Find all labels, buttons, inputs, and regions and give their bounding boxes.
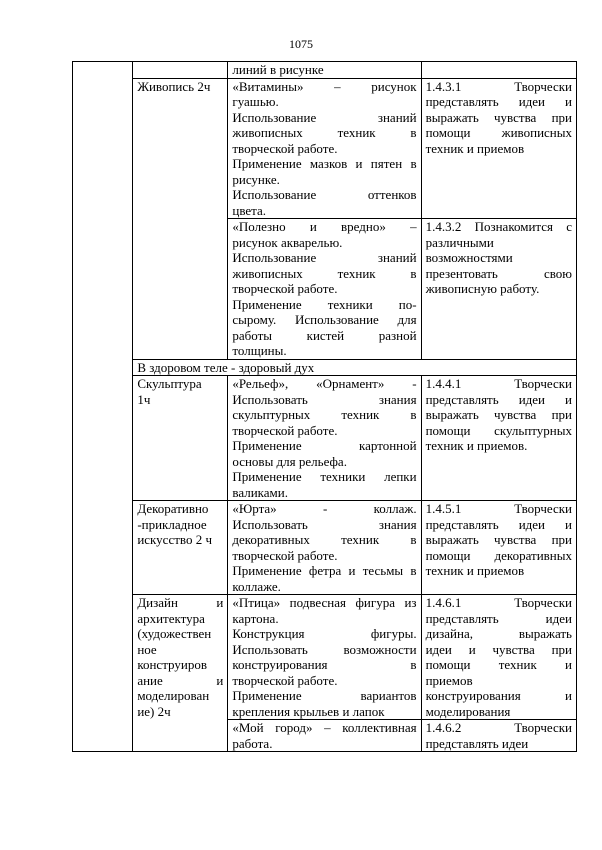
text-line: рисунок акварелью. bbox=[232, 234, 343, 250]
text-line: Применение вариантов bbox=[232, 688, 417, 703]
text-line: работа. bbox=[232, 735, 273, 751]
text-line: идеи и чувства при bbox=[425, 641, 572, 657]
text-line: 1.4.5.1 Творчески bbox=[425, 501, 572, 516]
paragraph bbox=[232, 688, 416, 719]
text-line: живописных техник в bbox=[232, 265, 417, 281]
text-line: Использовать знания bbox=[232, 516, 417, 532]
text-line: конструирования в bbox=[232, 657, 417, 672]
table-row bbox=[73, 501, 577, 595]
text-line: 1.4.6.1 Творчески bbox=[425, 595, 572, 610]
text-line: «Юрта» - коллаж. bbox=[232, 501, 417, 516]
text-line: помощи скульптурных bbox=[425, 422, 572, 438]
text-line: живописную работу. bbox=[425, 281, 540, 296]
text-line: 1.4.6.2 Творчески bbox=[425, 720, 572, 735]
text-line: «Птица» подвесная фигура из bbox=[232, 595, 417, 610]
text-line: приемов bbox=[425, 672, 473, 688]
table-row bbox=[73, 595, 577, 720]
text-line: Применение техники по- bbox=[232, 296, 417, 312]
text-line: Живопись 2ч bbox=[137, 78, 211, 94]
text-line: гуашью. bbox=[232, 94, 279, 109]
topic-cell bbox=[133, 62, 228, 79]
text-line: выражать чувства при bbox=[425, 532, 572, 547]
text-line: архитектура bbox=[137, 610, 205, 626]
text-line: 1.4.3.2 Познакомится с bbox=[425, 219, 572, 234]
text-line: конструиров bbox=[137, 657, 207, 672]
text-line: валиками. bbox=[232, 484, 288, 500]
text-line: «Полезно и вредно» – bbox=[232, 219, 417, 234]
topic-cell bbox=[133, 376, 228, 501]
paragraph bbox=[232, 219, 416, 250]
text-line: ное bbox=[137, 641, 157, 657]
text-line: помощи живописных bbox=[425, 125, 572, 140]
text-line: творческой работе. bbox=[232, 547, 338, 563]
page-number: 1075 bbox=[289, 37, 313, 51]
paragraph bbox=[232, 79, 416, 110]
text-line: живописных техник в bbox=[232, 125, 417, 140]
paragraph bbox=[426, 376, 572, 454]
text-line: Использование знаний bbox=[232, 250, 417, 265]
text-line: цвета. bbox=[232, 202, 267, 218]
content-cell bbox=[228, 219, 421, 360]
text-line: Применение техники лепки bbox=[232, 469, 417, 484]
content-cell bbox=[228, 78, 421, 219]
paragraph bbox=[232, 595, 416, 688]
paragraph bbox=[232, 469, 416, 500]
text-line: крепления крыльев и лапок bbox=[232, 703, 385, 719]
text-line: декоративных техник в bbox=[232, 532, 417, 547]
text-line: техник и приемов bbox=[425, 140, 525, 156]
content-cell bbox=[228, 62, 421, 79]
text-line: «Мой город» – коллективная bbox=[232, 720, 417, 735]
text-line: Скульптура bbox=[137, 376, 202, 391]
text-line: моделирован bbox=[137, 688, 210, 703]
text-line: 1ч bbox=[137, 391, 151, 407]
content-cell bbox=[228, 376, 421, 501]
paragraph bbox=[232, 297, 416, 359]
paragraph bbox=[232, 563, 416, 594]
outcome-cell bbox=[421, 62, 576, 79]
text-line: Использовать возможности bbox=[232, 641, 417, 657]
text-line: представлять идеи bbox=[425, 735, 529, 751]
text-line: Использовать знания bbox=[232, 391, 417, 407]
outcome-cell bbox=[421, 595, 576, 720]
text-line: «Витамины» – рисунок bbox=[232, 78, 417, 94]
text-line: 1.4.4.1 Творчески bbox=[425, 376, 572, 391]
text-line: дизайна, выражать bbox=[425, 626, 572, 641]
text-line: Использование оттенков bbox=[232, 187, 417, 202]
curriculum-table bbox=[72, 61, 577, 752]
text-line: линий в рисунке bbox=[232, 62, 324, 77]
text-line: -прикладное bbox=[137, 516, 207, 532]
text-line: творческой работе. bbox=[232, 422, 338, 438]
text-line: ание и bbox=[137, 672, 224, 688]
text-line: 1.4.3.1 Творчески bbox=[425, 78, 572, 94]
text-line: представлять идеи bbox=[425, 610, 572, 626]
text-line: моделирования bbox=[425, 703, 511, 719]
text-line: (художествен bbox=[137, 626, 212, 641]
text-line: различными bbox=[425, 234, 494, 250]
text-line: Применение картонной bbox=[232, 438, 417, 453]
paragraph bbox=[232, 720, 416, 751]
outcome-cell bbox=[421, 501, 576, 595]
text-line: возможностями bbox=[425, 250, 513, 265]
paragraph bbox=[232, 376, 416, 438]
table-row bbox=[73, 376, 577, 501]
text-line: выражать чувства при bbox=[425, 407, 572, 422]
content-cell bbox=[228, 595, 421, 720]
text-line: Конструкция фигуры. bbox=[232, 626, 417, 641]
topic-cell bbox=[133, 595, 228, 752]
section-heading: В здоровом теле - здоровый дух bbox=[133, 359, 577, 376]
text-line: выражать чувства при bbox=[425, 109, 572, 125]
text-line: толщины. bbox=[232, 343, 287, 358]
outcome-cell bbox=[421, 219, 576, 360]
text-line: Декоративно bbox=[137, 501, 209, 516]
text-line: помощи техник и bbox=[425, 657, 572, 672]
outcome-cell bbox=[421, 376, 576, 501]
topic-cell bbox=[133, 501, 228, 595]
text-line: творческой работе. bbox=[232, 140, 338, 156]
text-line: представлять идеи и bbox=[425, 516, 572, 532]
paragraph bbox=[426, 720, 572, 751]
paragraph bbox=[426, 595, 572, 719]
table-row bbox=[73, 78, 577, 219]
text-line: Применение фетра и тесьмы в bbox=[232, 563, 417, 578]
text-line: «Рельеф», «Орнамент» - bbox=[232, 376, 417, 391]
text-line: конструирования и bbox=[425, 688, 572, 703]
text-line: ие) 2ч bbox=[137, 703, 171, 719]
text-line: помощи декоративных bbox=[425, 547, 572, 563]
text-line: искусство 2 ч bbox=[137, 532, 212, 547]
table-row bbox=[73, 359, 577, 376]
text-line: рисунке. bbox=[232, 171, 280, 187]
content-cell bbox=[228, 501, 421, 595]
paragraph bbox=[232, 110, 416, 157]
text-line: основы для рельефа. bbox=[232, 453, 347, 469]
paragraph bbox=[426, 219, 572, 297]
table-row bbox=[73, 62, 577, 79]
content-cell bbox=[228, 720, 421, 752]
text-line: Применение мазков и пятен в bbox=[232, 156, 417, 171]
paragraph bbox=[232, 438, 416, 469]
paragraph bbox=[426, 79, 572, 157]
text-line: презентовать свою bbox=[425, 265, 572, 281]
text-line: Использование знаний bbox=[232, 109, 417, 125]
text-line: техник и приемов. bbox=[425, 438, 528, 453]
text-line: Дизайн и bbox=[137, 595, 224, 610]
paragraph bbox=[232, 187, 416, 218]
text-line: представлять идеи и bbox=[425, 391, 572, 407]
outcome-cell bbox=[421, 78, 576, 219]
text-line: творческой работе. bbox=[232, 672, 338, 688]
text-line: творческой работе. bbox=[232, 281, 338, 296]
row-group-cell bbox=[73, 62, 133, 752]
text-line: сырому. Использование для bbox=[232, 312, 417, 327]
text-line: представлять идеи и bbox=[425, 94, 572, 109]
topic-cell bbox=[133, 78, 228, 359]
text-line: коллаже. bbox=[232, 578, 281, 594]
paragraph bbox=[232, 250, 416, 297]
paragraph bbox=[426, 501, 572, 579]
paragraph bbox=[232, 156, 416, 187]
text-line: скульптурных техник в bbox=[232, 407, 417, 422]
text-line: работы кистей разной bbox=[232, 327, 417, 343]
paragraph bbox=[232, 501, 416, 563]
outcome-cell bbox=[421, 720, 576, 752]
text-line: техник и приемов bbox=[425, 563, 525, 578]
text-line: картона. bbox=[232, 610, 279, 626]
